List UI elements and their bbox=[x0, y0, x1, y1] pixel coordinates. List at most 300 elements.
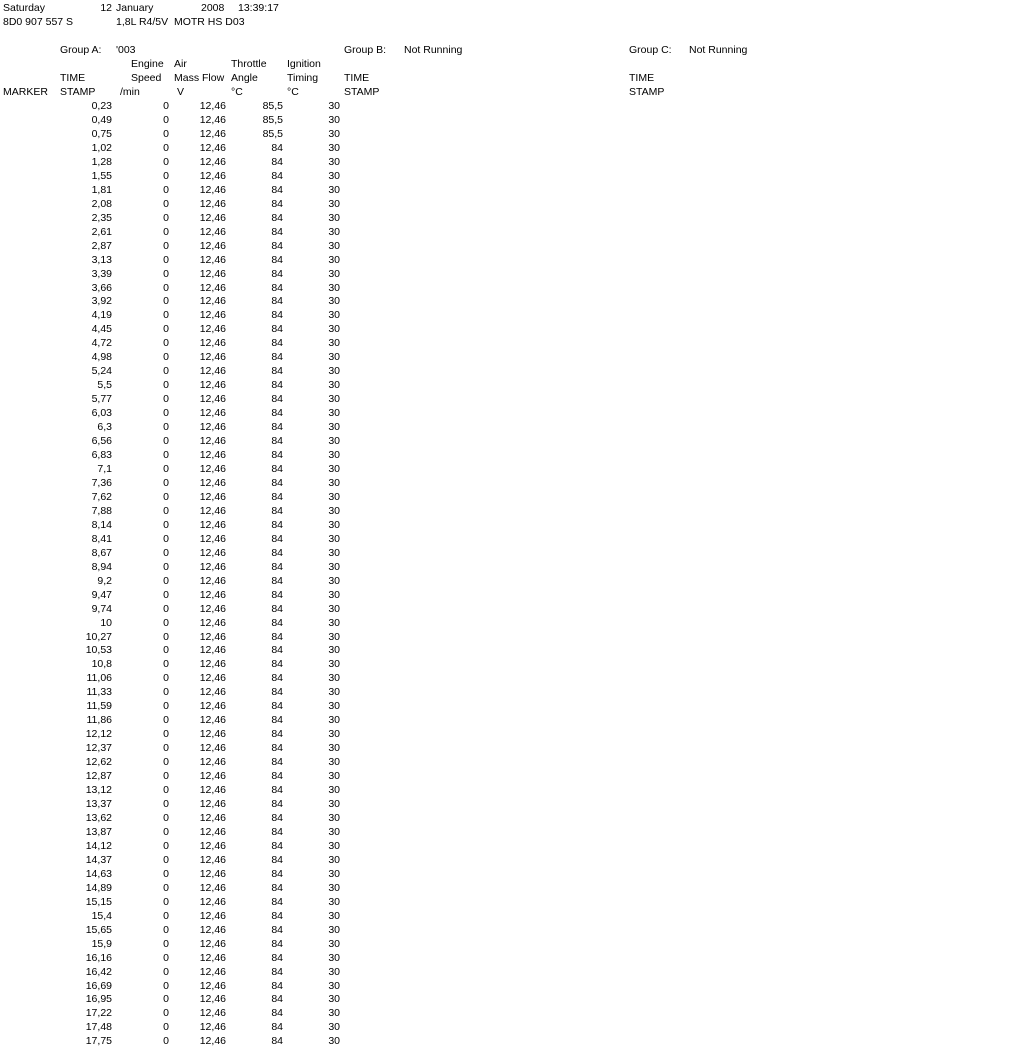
ignition-cell: 30 bbox=[328, 295, 340, 308]
air-mass-cell: 12,46 bbox=[199, 1007, 226, 1020]
group-c-time-header-2: STAMP bbox=[629, 86, 665, 98]
ignition-cell: 30 bbox=[328, 449, 340, 461]
throttle-cell: 84 bbox=[271, 825, 283, 838]
throttle-cell: 84 bbox=[271, 211, 283, 224]
engine-speed-cell: 0 bbox=[163, 839, 169, 852]
throttle-cell: 84 bbox=[271, 532, 283, 545]
engine-speed-cell: 0 bbox=[163, 127, 169, 140]
air-mass-cell: 12,46 bbox=[199, 602, 226, 615]
engine-speed-header-1: Engine bbox=[131, 58, 164, 70]
ignition-cell: 30 bbox=[328, 100, 340, 112]
throttle-cell: 84 bbox=[271, 379, 283, 392]
engine-speed-cell: 0 bbox=[163, 379, 169, 392]
ignition-cell: 30 bbox=[328, 644, 340, 657]
time-cell: 17,48 bbox=[85, 1021, 112, 1034]
air-mass-cell: 12,46 bbox=[199, 532, 226, 545]
time-cell: 1,55 bbox=[91, 169, 112, 182]
time-cell: 15,4 bbox=[91, 909, 112, 922]
throttle-cell: 84 bbox=[271, 770, 283, 783]
throttle-cell: 84 bbox=[271, 546, 283, 559]
time-cell: 1,02 bbox=[91, 141, 112, 154]
ignition-cell: 30 bbox=[328, 337, 340, 350]
engine-speed-cell: 0 bbox=[163, 923, 169, 936]
throttle-cell: 84 bbox=[271, 281, 283, 294]
engine-speed-cell: 0 bbox=[163, 588, 169, 601]
air-mass-cell: 12,46 bbox=[199, 407, 226, 420]
time-cell: 10,8 bbox=[91, 658, 112, 671]
throttle-cell: 84 bbox=[271, 993, 283, 1006]
throttle-cell: 84 bbox=[271, 965, 283, 978]
throttle-cell: 84 bbox=[271, 253, 283, 266]
air-mass-header-2: Mass Flow bbox=[174, 72, 225, 84]
throttle-cell: 84 bbox=[271, 644, 283, 657]
engine-speed-cell: 0 bbox=[163, 141, 169, 154]
air-mass-cell: 12,46 bbox=[199, 937, 226, 950]
air-mass-cell: 12,46 bbox=[199, 421, 226, 434]
time-cell: 8,41 bbox=[91, 532, 112, 545]
throttle-cell: 84 bbox=[271, 853, 283, 866]
engine-speed-cell: 0 bbox=[163, 435, 169, 447]
group-a-value: '003 bbox=[116, 44, 136, 56]
ignition-cell: 30 bbox=[328, 630, 340, 643]
throttle-cell: 84 bbox=[271, 951, 283, 964]
engine-speed-cell: 0 bbox=[163, 700, 169, 713]
time-cell: 7,36 bbox=[91, 476, 112, 489]
throttle-cell: 84 bbox=[271, 239, 283, 252]
engine-speed-cell: 0 bbox=[163, 951, 169, 964]
time-cell: 7,62 bbox=[91, 490, 112, 503]
throttle-cell: 84 bbox=[271, 476, 283, 489]
throttle-cell: 84 bbox=[271, 309, 283, 322]
air-mass-cell: 12,46 bbox=[199, 169, 226, 182]
engine-speed-cell: 0 bbox=[163, 532, 169, 545]
ignition-cell: 30 bbox=[328, 1035, 340, 1048]
time-cell: 5,77 bbox=[91, 393, 112, 406]
ignition-cell: 30 bbox=[328, 993, 340, 1006]
throttle-cell: 84 bbox=[271, 1021, 283, 1034]
engine-speed-cell: 0 bbox=[163, 197, 169, 210]
engine-speed-cell: 0 bbox=[163, 281, 169, 294]
time-cell: 9,47 bbox=[91, 588, 112, 601]
throttle-cell: 84 bbox=[271, 323, 283, 336]
ignition-cell: 30 bbox=[328, 546, 340, 559]
part-number: 8D0 907 557 S bbox=[3, 16, 74, 28]
throttle-cell: 84 bbox=[271, 909, 283, 922]
engine-speed-cell: 0 bbox=[163, 658, 169, 671]
air-mass-cell: 12,46 bbox=[199, 183, 226, 196]
engine-speed-cell: 0 bbox=[163, 644, 169, 657]
engine-speed-cell: 0 bbox=[163, 449, 169, 461]
group-c-time-header-1: TIME bbox=[629, 72, 655, 84]
engine-speed-cell: 0 bbox=[163, 267, 169, 280]
ignition-cell: 30 bbox=[328, 881, 340, 894]
air-mass-cell: 12,46 bbox=[199, 951, 226, 964]
engine-speed-cell: 0 bbox=[163, 867, 169, 880]
air-mass-cell: 12,46 bbox=[199, 700, 226, 713]
throttle-cell: 84 bbox=[271, 630, 283, 643]
engine-speed-cell: 0 bbox=[163, 421, 169, 434]
ignition-cell: 30 bbox=[328, 965, 340, 978]
time-cell: 0,75 bbox=[91, 127, 112, 140]
time-cell: 4,72 bbox=[91, 337, 112, 350]
engine-speed-cell: 0 bbox=[163, 979, 169, 992]
air-mass-cell: 12,46 bbox=[199, 155, 226, 168]
ignition-unit: °C bbox=[287, 86, 299, 98]
time-cell: 7,88 bbox=[91, 504, 112, 517]
air-mass-cell: 12,46 bbox=[199, 546, 226, 559]
ignition-cell: 30 bbox=[328, 323, 340, 336]
time-cell: 8,67 bbox=[91, 546, 112, 559]
group-b-status: Not Running bbox=[404, 44, 463, 56]
time-cell: 1,28 bbox=[91, 155, 112, 168]
throttle-cell: 84 bbox=[271, 155, 283, 168]
engine-speed-cell: 0 bbox=[163, 295, 169, 308]
engine-speed-cell: 0 bbox=[163, 993, 169, 1006]
engine-speed-cell: 0 bbox=[163, 616, 169, 629]
time-cell: 11,06 bbox=[86, 672, 112, 685]
air-mass-cell: 12,46 bbox=[199, 728, 226, 741]
throttle-cell: 84 bbox=[271, 183, 283, 196]
time-cell: 17,22 bbox=[85, 1007, 112, 1020]
air-mass-cell: 12,46 bbox=[199, 630, 226, 643]
engine-speed-cell: 0 bbox=[163, 853, 169, 866]
time-cell: 3,39 bbox=[91, 267, 112, 280]
ignition-cell: 30 bbox=[328, 839, 340, 852]
time-header-1: TIME bbox=[60, 72, 86, 84]
time-cell: 17,75 bbox=[85, 1035, 112, 1048]
ignition-cell: 30 bbox=[328, 616, 340, 629]
year: 2008 bbox=[201, 2, 225, 14]
throttle-cell: 84 bbox=[271, 784, 283, 796]
engine-speed-cell: 0 bbox=[163, 1021, 169, 1034]
throttle-cell: 84 bbox=[271, 449, 283, 461]
engine-speed-cell: 0 bbox=[163, 1035, 169, 1048]
group-b-label: Group B: bbox=[344, 44, 387, 56]
time-cell: 6,03 bbox=[91, 407, 112, 420]
throttle-cell: 84 bbox=[271, 658, 283, 671]
throttle-cell: 84 bbox=[271, 979, 283, 992]
time-cell: 4,45 bbox=[91, 323, 112, 336]
engine-speed-cell: 0 bbox=[163, 742, 169, 755]
time: 13:39:17 bbox=[238, 2, 279, 14]
throttle-cell: 84 bbox=[271, 812, 283, 824]
air-mass-cell: 12,46 bbox=[199, 100, 226, 112]
air-mass-cell: 12,46 bbox=[199, 853, 226, 866]
throttle-cell: 84 bbox=[271, 490, 283, 503]
time-cell: 14,37 bbox=[85, 853, 112, 866]
air-mass-cell: 12,46 bbox=[199, 504, 226, 517]
engine-speed-cell: 0 bbox=[163, 560, 169, 573]
air-mass-cell: 12,46 bbox=[199, 127, 226, 140]
ignition-cell: 30 bbox=[328, 518, 340, 531]
air-mass-cell: 12,46 bbox=[199, 1021, 226, 1034]
throttle-unit: °C bbox=[231, 86, 243, 98]
ignition-cell: 30 bbox=[328, 951, 340, 964]
air-mass-cell: 12,46 bbox=[199, 881, 226, 894]
throttle-cell: 84 bbox=[271, 798, 283, 810]
air-mass-cell: 12,46 bbox=[199, 839, 226, 852]
air-mass-cell: 12,46 bbox=[199, 784, 226, 796]
time-cell: 12,62 bbox=[85, 756, 112, 769]
time-cell: 16,95 bbox=[85, 993, 112, 1006]
time-cell: 3,92 bbox=[91, 295, 112, 308]
engine-speed-cell: 0 bbox=[163, 714, 169, 727]
air-mass-cell: 12,46 bbox=[199, 518, 226, 531]
throttle-cell: 84 bbox=[271, 895, 283, 908]
engine-speed-cell: 0 bbox=[163, 965, 169, 978]
throttle-cell: 84 bbox=[271, 881, 283, 894]
ignition-header-1: Ignition bbox=[287, 58, 321, 70]
air-mass-cell: 12,46 bbox=[199, 393, 226, 406]
engine-speed-cell: 0 bbox=[163, 504, 169, 517]
throttle-cell: 84 bbox=[271, 574, 283, 587]
throttle-cell: 84 bbox=[271, 435, 283, 447]
ignition-cell: 30 bbox=[328, 937, 340, 950]
ignition-cell: 30 bbox=[328, 756, 340, 769]
throttle-cell: 85,5 bbox=[262, 127, 283, 140]
air-mass-cell: 12,46 bbox=[199, 798, 226, 810]
throttle-cell: 84 bbox=[271, 839, 283, 852]
throttle-cell: 84 bbox=[271, 756, 283, 769]
time-cell: 2,08 bbox=[91, 197, 112, 210]
engine-speed-cell: 0 bbox=[163, 728, 169, 741]
ignition-cell: 30 bbox=[328, 853, 340, 866]
throttle-header-2: Angle bbox=[231, 72, 258, 84]
air-mass-cell: 12,46 bbox=[199, 253, 226, 266]
engine-speed-cell: 0 bbox=[163, 784, 169, 796]
ignition-cell: 30 bbox=[328, 141, 340, 154]
air-mass-cell: 12,46 bbox=[199, 672, 226, 685]
air-mass-header-1: Air bbox=[174, 58, 187, 70]
engine-speed-cell: 0 bbox=[163, 546, 169, 559]
engine-speed-cell: 0 bbox=[163, 169, 169, 182]
air-mass-cell: 12,46 bbox=[199, 616, 226, 629]
ignition-cell: 30 bbox=[328, 532, 340, 545]
ignition-cell: 30 bbox=[328, 504, 340, 517]
group-c-label: Group C: bbox=[629, 44, 672, 56]
air-mass-cell: 12,46 bbox=[199, 351, 226, 364]
ignition-cell: 30 bbox=[328, 770, 340, 783]
time-cell: 14,63 bbox=[85, 867, 112, 880]
engine-speed-cell: 0 bbox=[163, 463, 169, 475]
engine-speed-cell: 0 bbox=[163, 1007, 169, 1020]
throttle-cell: 84 bbox=[271, 1007, 283, 1020]
air-mass-cell: 12,46 bbox=[199, 923, 226, 936]
air-mass-unit: V bbox=[177, 86, 185, 98]
time-cell: 11,33 bbox=[86, 686, 112, 699]
air-mass-cell: 12,46 bbox=[199, 686, 226, 699]
time-cell: 14,89 bbox=[85, 881, 112, 894]
engine-speed-cell: 0 bbox=[163, 602, 169, 615]
throttle-cell: 84 bbox=[271, 923, 283, 936]
engine-speed-cell: 0 bbox=[163, 909, 169, 922]
engine-speed-cell: 0 bbox=[163, 574, 169, 587]
time-cell: 5,24 bbox=[91, 365, 112, 378]
time-cell: 6,83 bbox=[91, 449, 112, 461]
engine-speed-cell: 0 bbox=[163, 630, 169, 643]
ignition-cell: 30 bbox=[328, 267, 340, 280]
ignition-cell: 30 bbox=[328, 686, 340, 699]
time-cell: 0,49 bbox=[91, 114, 112, 126]
air-mass-cell: 12,46 bbox=[199, 281, 226, 294]
throttle-cell: 85,5 bbox=[262, 114, 283, 126]
air-mass-cell: 12,46 bbox=[199, 476, 226, 489]
time-cell: 13,12 bbox=[85, 784, 112, 796]
air-mass-cell: 12,46 bbox=[199, 463, 226, 475]
engine-speed-cell: 0 bbox=[163, 365, 169, 378]
engine-speed-cell: 0 bbox=[163, 183, 169, 196]
ignition-cell: 30 bbox=[328, 658, 340, 671]
throttle-cell: 85,5 bbox=[262, 100, 283, 112]
air-mass-cell: 12,46 bbox=[199, 309, 226, 322]
ignition-cell: 30 bbox=[328, 239, 340, 252]
time-cell: 4,98 bbox=[91, 351, 112, 364]
air-mass-cell: 12,46 bbox=[199, 965, 226, 978]
ignition-cell: 30 bbox=[328, 393, 340, 406]
engine-speed-cell: 0 bbox=[163, 881, 169, 894]
ignition-cell: 30 bbox=[328, 602, 340, 615]
air-mass-cell: 12,46 bbox=[199, 323, 226, 336]
air-mass-cell: 12,46 bbox=[199, 588, 226, 601]
time-cell: 9,2 bbox=[97, 574, 112, 587]
ignition-cell: 30 bbox=[328, 812, 340, 824]
time-cell: 2,61 bbox=[91, 225, 112, 238]
throttle-cell: 84 bbox=[271, 588, 283, 601]
weekday: Saturday bbox=[3, 2, 46, 14]
engine-speed-cell: 0 bbox=[163, 937, 169, 950]
marker-header: MARKER bbox=[3, 86, 48, 98]
time-cell: 16,69 bbox=[85, 979, 112, 992]
ignition-cell: 30 bbox=[328, 127, 340, 140]
ignition-cell: 30 bbox=[328, 798, 340, 810]
ignition-cell: 30 bbox=[328, 225, 340, 238]
throttle-cell: 84 bbox=[271, 518, 283, 531]
time-cell: 2,87 bbox=[91, 239, 112, 252]
time-cell: 10,53 bbox=[85, 644, 112, 657]
time-cell: 15,65 bbox=[85, 923, 112, 936]
time-cell: 12,12 bbox=[85, 728, 112, 741]
air-mass-cell: 12,46 bbox=[199, 211, 226, 224]
group-a-label: Group A: bbox=[60, 44, 102, 56]
air-mass-cell: 12,46 bbox=[199, 435, 226, 447]
time-cell: 16,42 bbox=[85, 965, 112, 978]
throttle-cell: 84 bbox=[271, 700, 283, 713]
group-b-time-header-1: TIME bbox=[344, 72, 370, 84]
ignition-cell: 30 bbox=[328, 169, 340, 182]
ignition-cell: 30 bbox=[328, 155, 340, 168]
engine-speed-cell: 0 bbox=[163, 351, 169, 364]
ignition-cell: 30 bbox=[328, 463, 340, 475]
ignition-cell: 30 bbox=[328, 211, 340, 224]
throttle-cell: 84 bbox=[271, 867, 283, 880]
air-mass-cell: 12,46 bbox=[199, 337, 226, 350]
ignition-cell: 30 bbox=[328, 867, 340, 880]
air-mass-cell: 12,46 bbox=[199, 449, 226, 461]
throttle-cell: 84 bbox=[271, 407, 283, 420]
ignition-cell: 30 bbox=[328, 588, 340, 601]
engine-speed-unit: /min bbox=[120, 86, 140, 98]
ignition-cell: 30 bbox=[328, 365, 340, 378]
air-mass-cell: 12,46 bbox=[199, 909, 226, 922]
engine-speed-cell: 0 bbox=[163, 239, 169, 252]
engine-speed-cell: 0 bbox=[163, 337, 169, 350]
throttle-cell: 84 bbox=[271, 672, 283, 685]
time-cell: 13,87 bbox=[85, 825, 112, 838]
engine-speed-cell: 0 bbox=[163, 895, 169, 908]
throttle-cell: 84 bbox=[271, 169, 283, 182]
engine-speed-cell: 0 bbox=[163, 100, 169, 112]
ignition-cell: 30 bbox=[328, 909, 340, 922]
air-mass-cell: 12,46 bbox=[199, 295, 226, 308]
ignition-cell: 30 bbox=[328, 700, 340, 713]
engine-speed-cell: 0 bbox=[163, 476, 169, 489]
air-mass-cell: 12,46 bbox=[199, 993, 226, 1006]
air-mass-cell: 12,46 bbox=[199, 742, 226, 755]
day: 12 bbox=[100, 2, 112, 14]
throttle-cell: 84 bbox=[271, 337, 283, 350]
engine-speed-cell: 0 bbox=[163, 155, 169, 168]
throttle-cell: 84 bbox=[271, 225, 283, 238]
throttle-cell: 84 bbox=[271, 197, 283, 210]
ignition-cell: 30 bbox=[328, 784, 340, 796]
ignition-cell: 30 bbox=[328, 476, 340, 489]
air-mass-cell: 12,46 bbox=[199, 825, 226, 838]
ignition-cell: 30 bbox=[328, 379, 340, 392]
time-cell: 3,66 bbox=[91, 281, 112, 294]
air-mass-cell: 12,46 bbox=[199, 714, 226, 727]
air-mass-cell: 12,46 bbox=[199, 197, 226, 210]
time-cell: 8,14 bbox=[91, 518, 112, 531]
engine-speed-cell: 0 bbox=[163, 407, 169, 420]
ignition-cell: 30 bbox=[328, 351, 340, 364]
time-cell: 12,37 bbox=[85, 742, 112, 755]
air-mass-cell: 12,46 bbox=[199, 379, 226, 392]
throttle-cell: 84 bbox=[271, 560, 283, 573]
ignition-cell: 30 bbox=[328, 281, 340, 294]
engine-description: 1,8L R4/5V MOTR HS D03 bbox=[116, 16, 245, 28]
ignition-cell: 30 bbox=[328, 895, 340, 908]
ignition-cell: 30 bbox=[328, 714, 340, 727]
engine-speed-cell: 0 bbox=[163, 825, 169, 838]
air-mass-cell: 12,46 bbox=[199, 560, 226, 573]
engine-speed-cell: 0 bbox=[163, 798, 169, 810]
air-mass-cell: 12,46 bbox=[199, 867, 226, 880]
time-cell: 1,81 bbox=[91, 183, 112, 196]
time-cell: 4,19 bbox=[91, 309, 112, 322]
air-mass-cell: 12,46 bbox=[199, 658, 226, 671]
air-mass-cell: 12,46 bbox=[199, 1035, 226, 1048]
engine-speed-cell: 0 bbox=[163, 211, 169, 224]
throttle-cell: 84 bbox=[271, 602, 283, 615]
air-mass-cell: 12,46 bbox=[199, 267, 226, 280]
month: January bbox=[116, 2, 154, 14]
group-b-time-header-2: STAMP bbox=[344, 86, 380, 98]
air-mass-cell: 12,46 bbox=[199, 756, 226, 769]
engine-speed-cell: 0 bbox=[163, 309, 169, 322]
time-cell: 2,35 bbox=[91, 211, 112, 224]
ignition-cell: 30 bbox=[328, 490, 340, 503]
throttle-cell: 84 bbox=[271, 421, 283, 434]
throttle-cell: 84 bbox=[271, 686, 283, 699]
ignition-cell: 30 bbox=[328, 309, 340, 322]
engine-speed-cell: 0 bbox=[163, 686, 169, 699]
engine-speed-cell: 0 bbox=[163, 323, 169, 336]
time-cell: 3,13 bbox=[91, 253, 112, 266]
throttle-cell: 84 bbox=[271, 365, 283, 378]
throttle-cell: 84 bbox=[271, 1035, 283, 1048]
time-cell: 0,23 bbox=[91, 100, 112, 112]
engine-speed-cell: 0 bbox=[163, 490, 169, 503]
